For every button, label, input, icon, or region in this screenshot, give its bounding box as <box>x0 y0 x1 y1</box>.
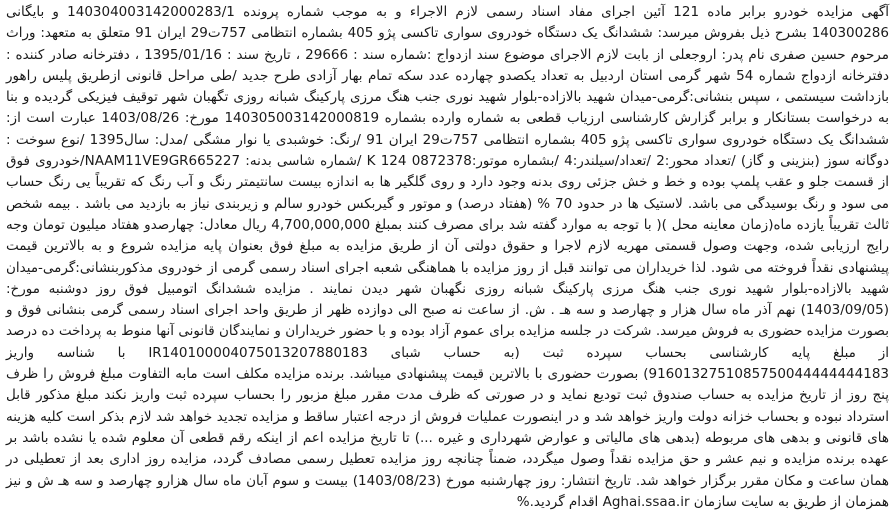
auction-notice-text: آگهی مزایده خودرو برابر ماده 121 آئین اجرای مفاد اسناد رسمی لازم الاجراء و به موجب شماره پرونده 140304003142000283/1 و بایگانی 140300286 بشرح ذیل بفروش میرسد: ششدانگ یک دستگاه خودروی سواری تاکسی پژو 405 بشماره انتظامی 757ت29 ایران 91 متعلق به متعهد: وراث مرحوم حسین صفری نام پدر: اروجعلی از بابت لازم الاجرای موضوع سند ازدواج :شماره سند : 29666 ، تاریخ سند : 1395/01/16 ، دفترخانه صادر کننده : دفترخانه ازدواج شماره 54 شهر گرمی استان اردبیل به تعداد یکصدو چهارده عدد سکه تمام بهار آزادی طرح جدید /طی مراحل قانونی ازطریق پلیس راهور بازداشت سیستمی ، سپس بنشانی:گرمی-میدان شهید بالازاده-بلوار شهید نوری جنب هنگ مرزی پارکینگ شبانه روزی تگهبان شهر توقیف فیزیکی گردیده و بنا به درخواست بستانکار و برابر گزارش کارشناسی ارزیاب قطعی به شماره وارده بشماره 140305003142000819 مورخ: 1403/08/26 عبارت است از: ششدانگ یک دستگاه خودروی سواری تاکسی پژو 405 بشماره انتظامی 757ت29 ایران 91 /رنگ: خوشبدی یا نوار مشگی /مدل: سال1395 /نوع سوخت : دوگانه سوز (بنزینی و گاز) /تعداد محور:2 /تعداد/سیلندر:4 /بشماره موتور:0872378 124 K /شماره شاسی بدنه: NAAM11VE9GR665227/خودروی فوق از قسمت جلو و عقب پلمپ بوده و خط و خش جزئی روی بدنه وجود دارد و روی گلگیر ها به اندازه بیست سانتیمتر رنگ و آب رنگ که تقریباً یی رنگ حساب می سود و رنگ بوسیدگی می باشد. لاستیک ها در حدود 70 % (هفتاد درصد) و موتور و گیربکس خودرو سالم و زیربندی نیاز به بازدید می باشد . بیمه شخص ثالث تقریباً یازده ماه(زمان معاینه محل )( با توجه به موارد گفته شد برای مصرف کنند بمبلغ 4,700,000,000 ریال معادل: چهارصدو هفتاد میلیون تومان وجه رایج ارزیابی شده، وجهت وصول قسمتی مهریه لازم لاجرا و حقوق دولتی آن از طریق مزایده به مبلغ فوق بعنوان پایه مزایده شروع و به بالاترین قیمت پیشنهادی نقداً فروخته می شود. لذا خریداران می توانند قبل از روز مزایده با هماهنگی شعبه اجرای اسناد رسمی گرمی از خودروی مذکوربنشانی:گرمی-میدان شهید بالازاده-بلوار شهید نوری جنب هنگ مرزی پارکینگ شبانه روزی نگهبان شهر دیدن نمایند . مزایده ششدانگ اتومبیل فوق روز دوشنبه مورخ: (1403/09/05) نهم آذر ماه سال هزار و چهارصد و سه هـ . ش. از ساعت نه صبح الی دوازده ظهر از طریق واحد اجرای اسناد رسمی گرمی بنشانی فوق و بصورت مزایده حضوری به فروش میرسد. شرکت در جلسه مزایده برای عموم آزاد بوده و با حضور خریداران و نمایندگان قانونی آنها منوط به پرداخت ده درصد از مبلغ پایه کارشناسی بحساب سپرده ثبت (به حساب شبای IR140100004075013207880183 با شناسه واریز 9160132751085750044444444183) بصورت حضوری با بالاترین قیمت پیشنهادی میباشد. برنده مزایده مکلف است مابه التفاوت مبلغ فروش را ظرف پنج روز از تاریخ مزایده به حساب صندوق ثبت تودیع نماید و در صورتی که ظرف مدت مقرر مبلغ مزبور را بحساب سپرده ثبت واریز نکند مبلغ مذکور قابل استرداد نبوده و بحساب خزانه دولت واریز خواهد شد و در اینصورت عملیات فروش از درجه اعتبار ساقط و مزایده تجدید خواهد شد لازم بذکر است کلیه هزینه های قانونی و بدهی های مربوطه (بدهی های مالیاتی و عوارض شهرداری و غیره ...) تا تاریخ مزایده اعم از اینکه رقم قطعی آن معلوم شده یا نشده باشد بر عهده برنده مزایده و نیم عشر و حق مزایده نقداً وصول میگردد، ضمناً چنانچه روز مزایده تعطیل رسمی مصادف گردد، مزایده روز اداری بعد از تعطیلی در همان ساعت و مکان مقرر برگزار خواهد شد. تاریخ انتشار: روز چهارشنبه مورخ (1403/08/23) بیست و سوم آبان ماه سال هزارو چهارصد و سه هـ ش و نیز همزمان از طریق به سایت سازمان Aghai.ssaa.ir اقدام گردید.% <box>6 4 890 510</box>
